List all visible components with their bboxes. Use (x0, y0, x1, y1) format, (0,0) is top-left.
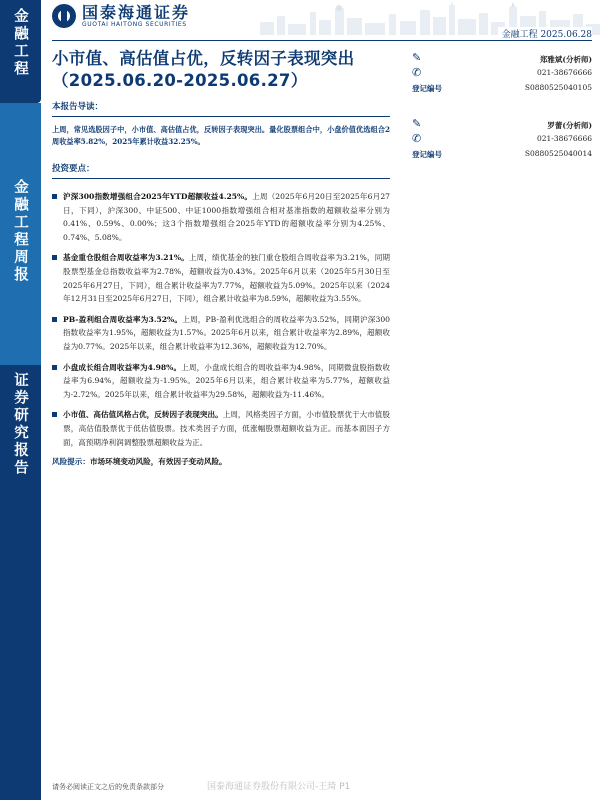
guide-summary: 上周，常见选股因子中，小市值、高估值占优，反转因子表现突出。量化股票组合中，小盘价值优选组合2周收益率5.82%，2025年累计收益32.25%。 (52, 125, 390, 146)
analyst-name: 罗蕾(分析师) (547, 121, 592, 130)
bullet-square-icon (52, 255, 57, 260)
sidebar-doc-class-label: 证券研究报告 (12, 372, 28, 477)
point-text: 上周，绩优基金的独门重仓股组合周收益率为3.21%，同期股票型基金总指数收益率为2.78%，超额收益为0.43%。2025年6月以来（2025年5月30日至2025年6月27日，下同），组合累计收益率为7.77%，超额收益为5.09%。2025年以来（2024年12月31日至2025年6月27日，下同），组合累计收益率为8.59%，超额收益为3.55%。 (63, 253, 390, 304)
point-lead: 沪深300指数增强组合2025年YTD超额收益4.25%。 (63, 192, 253, 201)
analyst-panel (412, 50, 592, 182)
point-lead: 基金重仓股组合周收益率为3.21%。 (63, 253, 189, 263)
sidebar-report-type-block (0, 103, 41, 365)
bullet-square-icon (52, 365, 57, 370)
analyst-card (412, 116, 592, 174)
report-title (52, 48, 402, 92)
sidebar-category-label: 金融工程 (12, 8, 28, 78)
analyst-phone: 021-38676666 (536, 68, 592, 77)
point-text: 上周（2025年6月20日至2025年6月27日，下同），沪深300、中证500、中证1000指数增强组合相对基准指数的超额收益率分别为0.41%、0.59%、0.00%；这3个指数增强组合2025年YTD的超额收益率分别为4.25%、0.74%、5.08%。 (63, 192, 390, 242)
report-title-line1: 小市值、高估值占优，反转因子表现突出 (52, 49, 355, 68)
list-item (52, 251, 390, 305)
company-logo (52, 4, 190, 28)
list-item (52, 190, 390, 244)
analyst-card (412, 50, 592, 108)
investment-points-list (52, 190, 390, 449)
footer-disclaimer: 请务必阅读正文之后的免责条款部分 (52, 783, 164, 791)
point-lead: PB-盈利组合周收益率为3.52%。 (63, 314, 183, 324)
report-title-period: （2025.06.20-2025.06.27） (52, 71, 308, 90)
report-category-date: 金融工程 2025.06.28 (498, 27, 592, 40)
phone-icon: ✆ (412, 132, 422, 145)
point-text: 上周，PB-盈利优选组合的周收益率为3.52%，同期沪深300指数收益率为1.95%，超额收益为1.57%。2025年6月以来，组合累计收益率为2.89%，超额收益为0.77%。2025年以来，组合累计收益率为12.36%，超额收益为12.70%。 (63, 314, 390, 351)
person-icon: ✎ (412, 117, 422, 130)
point-lead: 小盘成长组合周收益率为4.98%。 (63, 362, 182, 372)
sidebar-report-type-label: 金融工程周报 (12, 179, 28, 284)
analyst-reg-label: 登记编号 (412, 84, 442, 93)
analyst-phone: 021-38676666 (536, 134, 592, 143)
sidebar-category-block (0, 0, 41, 103)
risk-warning (52, 456, 390, 467)
bullet-square-icon (52, 412, 57, 417)
point-text: 上周，风格类因子方面，小市值股票优于大市值股票，高估值股票优于低估值股票。技术类因子方面，低涨幅股票超额收益为正。而基本面因子方面，高预期净利润调整股票超额收益为正。 (63, 410, 390, 447)
analyst-reg-label: 登记编号 (412, 150, 442, 159)
investment-points-heading: 投资要点： (52, 162, 390, 179)
list-item (52, 408, 390, 449)
analyst-reg-number: S0880525040105 (524, 83, 592, 92)
company-name-cn: 国泰海通证券 (82, 3, 191, 22)
company-name-en: GUOTAI HAITONG SECURITIES (82, 21, 187, 28)
list-item (52, 313, 390, 354)
analyst-reg-number: S0880525040014 (524, 149, 592, 158)
report-body (52, 100, 390, 467)
analyst-name: 郑雅斌(分析师) (539, 55, 592, 64)
sidebar-doc-class-block (0, 365, 41, 800)
person-icon: ✎ (412, 51, 422, 64)
point-lead: 小市值、高估值风格占优，反转因子表现突出。 (63, 410, 223, 420)
bullet-square-icon (52, 194, 57, 199)
list-item (52, 361, 390, 402)
footer-watermark: 国泰海通证券股份有限公司-王琦 P1 (207, 782, 351, 792)
guide-heading: 本报告导读： (52, 100, 390, 117)
risk-warning-label: 风险提示： (52, 457, 90, 467)
risk-warning-text: 市场环境变动风险，有效因子变动风险。 (89, 457, 227, 467)
sidebar (0, 0, 41, 800)
company-logo-icon (52, 4, 76, 28)
phone-icon: ✆ (412, 66, 422, 79)
header-divider (52, 40, 592, 41)
bullet-square-icon (52, 317, 57, 322)
point-text: 上周，小盘成长组合的周收益率为4.98%，同期微盘股指数收益率为6.94%，超额收益为-1.95%。2025年6月以来，组合累计收益率为5.77%，超额收益为-2.72%。2025年以来，组合累计收益率为29.58%，超额收益为-11.46%。 (63, 362, 390, 399)
